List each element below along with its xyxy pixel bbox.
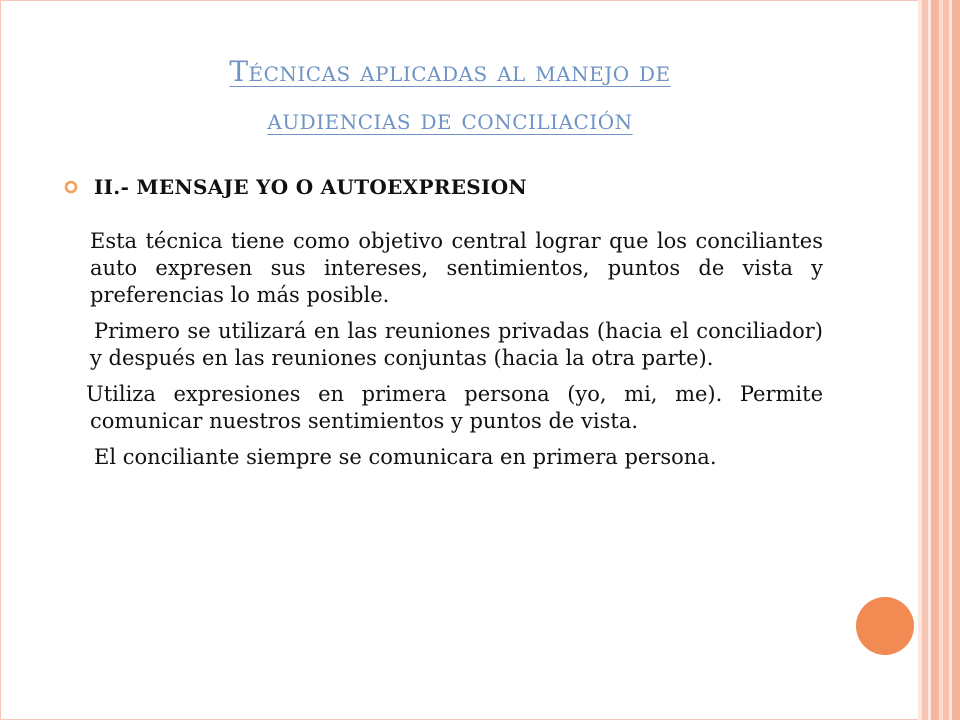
title-line-2 [60, 96, 840, 144]
paragraph-3: Utiliza expresiones en primera persona (yo, mi, me). Permite comunicar nuestros sentimientos y puntos de vista. [86, 382, 823, 433]
orange-circle-decoration [856, 597, 914, 655]
stripe [952, 0, 960, 720]
body-text [86, 228, 823, 480]
title-line-1 [60, 48, 840, 96]
paragraph-2: Primero se utilizará en las reuniones privadas (hacia el conciliador) y después en las reuniones conjuntas (hacia la otra parte). [90, 319, 823, 370]
title-line-2-text: audiencias de conciliación [267, 103, 633, 136]
ring-bullet-icon [64, 180, 78, 194]
bullet-heading-row [64, 175, 527, 199]
decorative-stripes [918, 0, 960, 720]
stripe [931, 0, 939, 720]
paragraph-1: Esta técnica tiene como objetivo central lograr que los conciliantes auto expresen sus intereses, sentimientos, puntos de vista y preferencias lo más posible. [90, 229, 823, 307]
slide-title [60, 48, 840, 144]
section-heading: II.- MENSAJE YO O AUTOEXPRESION [94, 175, 528, 199]
paragraph-4: El conciliante siempre se comunicara en primera persona. [94, 445, 717, 469]
title-line-1-text: Técnicas aplicadas al manejo de [229, 55, 671, 88]
